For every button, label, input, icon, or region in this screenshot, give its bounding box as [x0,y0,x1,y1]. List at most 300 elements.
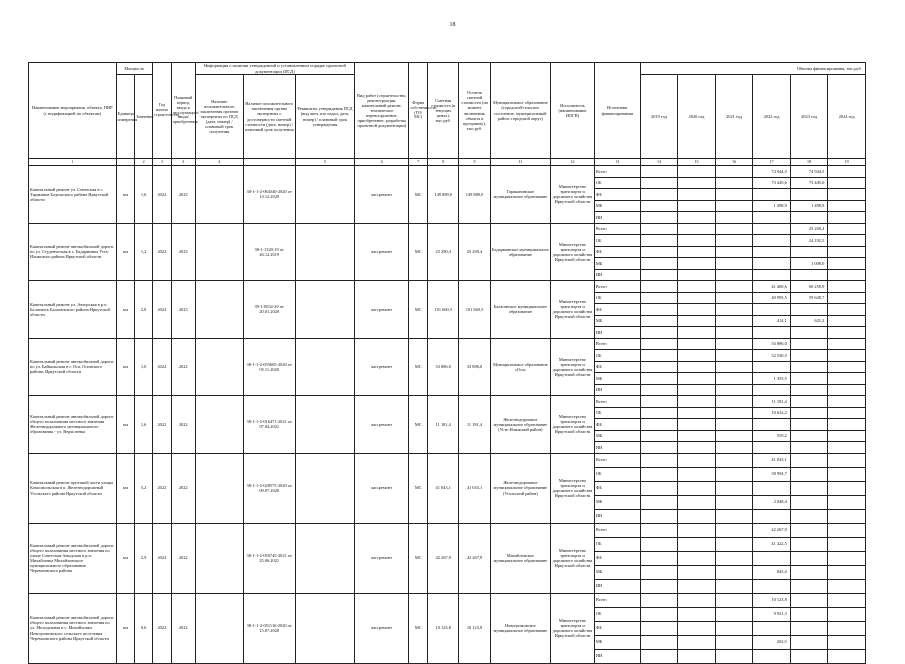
year-2024-cell [828,495,866,509]
funding-source-cell: Всего [594,338,640,350]
work-type-cell: кап.ремонт [355,338,409,396]
year-2019-cell [640,269,678,281]
year-2023-cell [790,607,828,621]
year-start-cell: 2022 [153,593,172,663]
year-2021-cell [715,292,753,304]
executor-cell: Министерство транспорта и дорожного хозяйства Иркутской области [551,593,595,663]
year-2021-cell [715,467,753,481]
col-number: 2 [135,159,153,166]
approval-docs-cell [295,338,354,396]
unit-cell: км [116,281,135,339]
funding-source-cell: ИИ [594,212,640,224]
year-start-cell: 2022 [153,223,172,281]
funding-source-cell: ОБ [594,292,640,304]
year-2023-cell [790,396,828,408]
year-2020-cell [678,384,716,396]
header-year-2024: 2024 год [828,75,866,159]
year-2020-cell [678,430,716,442]
table-row [29,338,866,350]
year-2023-cell [790,304,828,316]
funding-source-cell: ФБ [594,419,640,431]
approval-docs-cell [295,523,354,593]
col-number: 12 [551,159,595,166]
expertise-positive-cell [195,281,243,339]
funding-source-cell: Всего [594,223,640,235]
year-2024-cell [828,269,866,281]
year-2021-cell [715,361,753,373]
year-start-cell: 2022 [153,396,172,454]
year-2022-cell: 40 995,5 [753,292,791,304]
header-year-2023: 2023 год [790,75,828,159]
year-2021-cell [715,621,753,635]
funding-source-cell: ФБ [594,304,640,316]
col-number: 16 [715,159,753,166]
year-2021-cell [715,246,753,258]
funding-source-cell: МБ [594,315,640,327]
funding-source-cell: МБ [594,200,640,212]
year-2024-cell [828,373,866,385]
year-2019-cell [640,509,678,523]
year-2023-cell: 59 628,7 [790,292,828,304]
year-2024-cell [828,166,866,178]
year-2024-cell [828,177,866,189]
year-2023-cell [790,350,828,362]
year-2020-cell [678,407,716,419]
year-2022-cell: 11 181,4 [753,396,791,408]
year-2022-cell [753,419,791,431]
remaining-cell: 33 886,0 [459,338,490,396]
year-2019-cell [640,166,678,178]
year-2024-cell [828,189,866,201]
year-2019-cell [640,430,678,442]
executor-cell: Министерство транспорта и дорожного хозяйства Иркутской области [551,396,595,454]
approval-cell: 38-1-1-2-016471-2021 от 07.04.2021 [243,396,295,454]
header-expertise-positive: Наличие положительного заключения органов экспертизы по ПСД (дата, номер) / плановый срок получения [195,75,243,159]
col-number: 14 [640,159,678,166]
year-2019-cell [640,396,678,408]
year-2022-cell: 32 530,5 [753,350,791,362]
funding-source-cell: Всего [594,166,640,178]
object-name: Капитальный ремонт ул. Авторская в р.п. Балаганск Балаганского района Иркутской области [29,281,117,339]
year-2021-cell [715,430,753,442]
year-2020-cell [678,579,716,593]
year-2024-cell [828,453,866,467]
year-commission-cell: 2022 [171,338,195,396]
header-year-2020: 2020 год [678,75,716,159]
year-2023-cell [790,327,828,339]
year-2020-cell [678,166,716,178]
year-2023-cell [790,373,828,385]
header-estimate-cost: Сметная стоимость (в текущих ценах), тыс.руб. [428,63,459,159]
funding-source-cell: МБ [594,430,640,442]
year-commission-cell: 2022 [171,453,195,523]
year-2023-cell [790,649,828,663]
funding-source-cell: ФБ [594,361,640,373]
year-start-cell: 2022 [153,281,172,339]
year-2021-cell [715,304,753,316]
year-2022-cell: 41 400,6 [753,281,791,293]
year-2022-cell [753,327,791,339]
header-sources: Источники финансирования [594,63,640,159]
year-2022-cell: 1 355,5 [753,373,791,385]
year-2020-cell [678,350,716,362]
year-2019-cell [640,551,678,565]
year-2024-cell [828,246,866,258]
approval-docs-cell [295,166,354,224]
year-2023-cell [790,269,828,281]
year-2023-cell [790,419,828,431]
approval-docs-cell [295,281,354,339]
year-2022-cell: 38 994,7 [753,467,791,481]
funding-source-cell: Всего [594,523,640,537]
year-2019-cell [640,442,678,454]
year-2022-cell [753,509,791,523]
year-2022-cell: 9 921,3 [753,607,791,621]
header-year-start: Год начала строительства [153,63,172,159]
year-2024-cell [828,223,866,235]
year-2022-cell [753,269,791,281]
header-year-2019: 2019 год [640,75,678,159]
year-2023-cell: 73 445,6 [790,177,828,189]
year-2019-cell [640,304,678,316]
year-2024-cell [828,327,866,339]
expertise-positive-cell [195,593,243,663]
work-type-cell: кап.ремонт [355,523,409,593]
year-2020-cell [678,467,716,481]
year-2024-cell [828,304,866,316]
municipality-cell: Бадарминское муниципальное образование [490,223,550,281]
year-2019-cell [640,327,678,339]
header-year-commission: Плановый период ввода в эксплуатацию/ввода/приобретения [171,63,195,159]
funding-source-cell: ОБ [594,235,640,247]
value-cell: 1,0 [135,338,153,396]
year-2023-cell [790,246,828,258]
year-2022-cell [753,481,791,495]
year-2019-cell [640,177,678,189]
year-2022-cell: 2 048,4 [753,495,791,509]
table-row [29,223,866,235]
year-2021-cell [715,523,753,537]
year-2024-cell [828,292,866,304]
executor-cell: Министерство транспорта и дорожного хозяйства Иркутской области [551,338,595,396]
year-2019-cell [640,350,678,362]
year-2022-cell [753,189,791,201]
funding-source-cell: ФБ [594,189,640,201]
year-2019-cell [640,384,678,396]
year-2021-cell [715,223,753,235]
year-2022-cell [753,579,791,593]
year-2020-cell [678,509,716,523]
executor-cell: Министерство транспорта и дорожного хозяйства Иркутской области [551,281,595,339]
year-2021-cell [715,200,753,212]
year-2020-cell [678,200,716,212]
year-2024-cell [828,621,866,635]
year-2020-cell [678,223,716,235]
year-2024-cell [828,212,866,224]
year-2022-cell: 41 043,1 [753,453,791,467]
year-2021-cell [715,635,753,649]
year-2023-cell: 1 008,0 [790,258,828,270]
year-2021-cell [715,442,753,454]
year-2020-cell [678,442,716,454]
year-2023-cell [790,635,828,649]
year-2019-cell [640,481,678,495]
year-2020-cell [678,453,716,467]
value-cell: 2,8 [135,281,153,339]
funding-source-cell: ИИ [594,442,640,454]
object-name: Капитальный ремонт автомобильной дороги общего пользования местного значения по улице Советская-Заводская в р.п. Михайловка Михайловского муниципального образования Черемховского района [29,523,117,593]
year-2024-cell [828,467,866,481]
year-2022-cell [753,304,791,316]
object-name: Капитальный ремонт автомобильной дороги по ул. Студенческая в с. Бадарминка Усть-Илимского района Иркутской области [29,223,117,281]
year-commission-cell: 2023 [171,281,195,339]
year-2021-cell [715,396,753,408]
year-2020-cell [678,281,716,293]
year-2023-cell [790,621,828,635]
year-2021-cell [715,537,753,551]
year-2019-cell [640,373,678,385]
year-2022-cell: 42 267,9 [753,523,791,537]
year-commission-cell: 2022 [171,523,195,593]
year-2020-cell [678,419,716,431]
year-2024-cell [828,407,866,419]
estimate-cell: 101 660,5 [428,281,459,339]
municipality-cell: Балаганское муниципальное образование [490,281,550,339]
col-number: 7 [409,159,428,166]
year-2021-cell [715,607,753,621]
year-2021-cell [715,258,753,270]
year-2020-cell [678,338,716,350]
year-2021-cell [715,338,753,350]
unit-cell: км [116,523,135,593]
ownership-cell: МС [409,396,428,454]
object-name: Капитальный ремонт ул. Сенатская в с. Тараканов Бедельского района Иркутской области [29,166,117,224]
year-2023-cell: 74 944,5 [790,166,828,178]
year-2023-cell [790,442,828,454]
funding-source-cell: Всего [594,396,640,408]
funding-source-cell: ОБ [594,350,640,362]
year-2019-cell [640,453,678,467]
work-type-cell: кап.ремонт [355,281,409,339]
year-start-cell: 2022 [153,453,172,523]
year-2020-cell [678,565,716,579]
year-2024-cell [828,384,866,396]
expertise-positive-cell [195,338,243,396]
header-work-type: Вид работ (строительство, реконструкция, капитальный ремонт, техническое перевооружение, приобретение, разработка проектной документации) [355,63,409,159]
year-2024-cell [828,579,866,593]
year-2020-cell [678,635,716,649]
year-2020-cell [678,212,716,224]
approval-cell: 38-1-1-2-051116-2020 от 15.07.2020 [243,593,295,663]
year-2024-cell [828,315,866,327]
year-2023-cell [790,384,828,396]
year-2022-cell: 10 622,2 [753,407,791,419]
funding-source-cell: МБ [594,373,640,385]
year-2022-cell [753,246,791,258]
year-2024-cell [828,635,866,649]
expertise-positive-cell [195,166,243,224]
funding-source-cell: ОБ [594,467,640,481]
year-2022-cell: 559,2 [753,430,791,442]
col-number: 13 [594,159,640,166]
year-2021-cell [715,189,753,201]
value-cell: 1,6 [135,166,153,224]
funding-source-cell: МБ [594,258,640,270]
year-2020-cell [678,396,716,408]
year-2024-cell [828,537,866,551]
year-2023-cell [790,579,828,593]
year-2019-cell [640,579,678,593]
header-ownership: Форма собственности (ГО/МС) [409,63,428,159]
col-number: 8 [428,159,459,166]
funding-source-cell: ОБ [594,407,640,419]
year-2024-cell [828,338,866,350]
approval-cell: 39-1-0032-20 от 20.01.2020 [243,281,295,339]
year-2021-cell [715,350,753,362]
funding-source-cell: ОБ [594,607,640,621]
year-2023-cell [790,551,828,565]
year-2022-cell: 10 123,8 [753,593,791,607]
ownership-cell: МС [409,281,428,339]
funding-source-cell: ФБ [594,246,640,258]
municipality-cell: Новогромовское муниципальное образование [490,593,550,663]
year-2023-cell: 24 192,5 [790,235,828,247]
year-2023-cell [790,565,828,579]
year-2022-cell [753,551,791,565]
year-2022-cell: 845,4 [753,565,791,579]
col-number: 11 [490,159,550,166]
year-2020-cell [678,177,716,189]
col-number: 15 [678,159,716,166]
expertise-positive-cell [195,396,243,454]
col-number: 5 [295,159,354,166]
col-number: 9 [459,159,490,166]
municipality-cell: Муниципальное образование «Оса» [490,338,550,396]
estimate-cell: 33 886,0 [428,338,459,396]
year-2019-cell [640,200,678,212]
header-year-2021: 2021 год [715,75,753,159]
year-2022-cell: 1 498,9 [753,200,791,212]
estimate-cell: 41 043,1 [428,453,459,523]
table-row [29,281,866,293]
year-2023-cell [790,212,828,224]
ownership-cell: МС [409,453,428,523]
year-2024-cell [828,235,866,247]
year-2023-cell: 1 498,9 [790,200,828,212]
col-number: 19 [828,159,866,166]
funding-source-cell: ИИ [594,649,640,663]
header-unit: Единица измерения [116,75,135,159]
funding-source-cell: ИИ [594,327,640,339]
approval-cell: 38-1-1-2-055605-2020 от 05.11.2020 [243,338,295,396]
year-2019-cell [640,212,678,224]
year-2021-cell [715,373,753,385]
remaining-cell: 25 200,4 [459,223,490,281]
year-2024-cell [828,442,866,454]
year-2021-cell [715,579,753,593]
year-2024-cell [828,649,866,663]
header-capacity: Мощность [116,63,152,75]
year-2019-cell [640,281,678,293]
column-number-row [29,159,866,166]
year-2023-cell: 60 259,9 [790,281,828,293]
year-2024-cell [828,523,866,537]
work-type-cell: кап.ремонт [355,223,409,281]
value-cell: 0,6 [135,593,153,663]
unit-cell: км [116,396,135,454]
ownership-cell: МС [409,593,428,663]
funding-source-cell: Всего [594,281,640,293]
year-2023-cell [790,430,828,442]
year-2024-cell [828,593,866,607]
municipality-cell: Железнодорожное муниципальное образование (Усольский район) [490,453,550,523]
municipality-cell: Железнодорожное муниципальное образование (Усть-Илимский район) [490,396,550,454]
estimate-cell: 149 889,0 [428,166,459,224]
funding-source-cell: ФБ [594,621,640,635]
year-2020-cell [678,607,716,621]
remaining-cell: 41 043,1 [459,453,490,523]
table-row [29,396,866,408]
year-2022-cell [753,223,791,235]
year-2023-cell [790,481,828,495]
year-2019-cell [640,537,678,551]
year-2020-cell [678,373,716,385]
value-cell: 1,2 [135,223,153,281]
funding-source-cell: ИИ [594,269,640,281]
year-2024-cell [828,481,866,495]
year-2019-cell [640,223,678,235]
header-name: Наименование мероприятия, объекта, ПИР (с индификацией по объектам) [29,63,117,159]
year-2023-cell [790,509,828,523]
year-2021-cell [715,565,753,579]
year-commission-cell: 2023 [171,223,195,281]
unit-cell: км [116,593,135,663]
year-2019-cell [640,523,678,537]
year-commission-cell: 2023 [171,166,195,224]
object-name: Капитальный ремонт автомобильной дороги общего пользования местного значения Железнодорожного муниципального образования - ул. Верхоленка [29,396,117,454]
unit-cell: км [116,223,135,281]
col-number: 4 [195,159,243,166]
year-2023-cell [790,467,828,481]
year-2022-cell: 202,5 [753,635,791,649]
remaining-cell: 10 123,8 [459,593,490,663]
year-2019-cell [640,495,678,509]
year-2021-cell [715,327,753,339]
year-2020-cell [678,551,716,565]
year-2020-cell [678,523,716,537]
funding-source-cell: МБ [594,495,640,509]
work-type-cell: кап.ремонт [355,593,409,663]
funding-source-cell: Всего [594,453,640,467]
header-funding-group: Объемы финансирования, тыс.руб. [640,63,865,75]
expertise-positive-cell [195,523,243,593]
funding-source-cell: ИИ [594,509,640,523]
year-2020-cell [678,593,716,607]
funding-source-cell: ФБ [594,481,640,495]
estimate-cell: 10 123,8 [428,593,459,663]
year-2021-cell [715,281,753,293]
year-2020-cell [678,258,716,270]
table-row [29,593,866,607]
year-2024-cell [828,396,866,408]
year-2024-cell [828,430,866,442]
year-2020-cell [678,361,716,373]
year-2024-cell [828,509,866,523]
header-approval-docs: Реквизиты утверждения ПСД (вид акта, кто издал, дата, номер) / плановый срок утверждения [295,75,354,159]
year-2021-cell [715,212,753,224]
year-start-cell: 2022 [153,523,172,593]
col-number: 1 [29,159,117,166]
